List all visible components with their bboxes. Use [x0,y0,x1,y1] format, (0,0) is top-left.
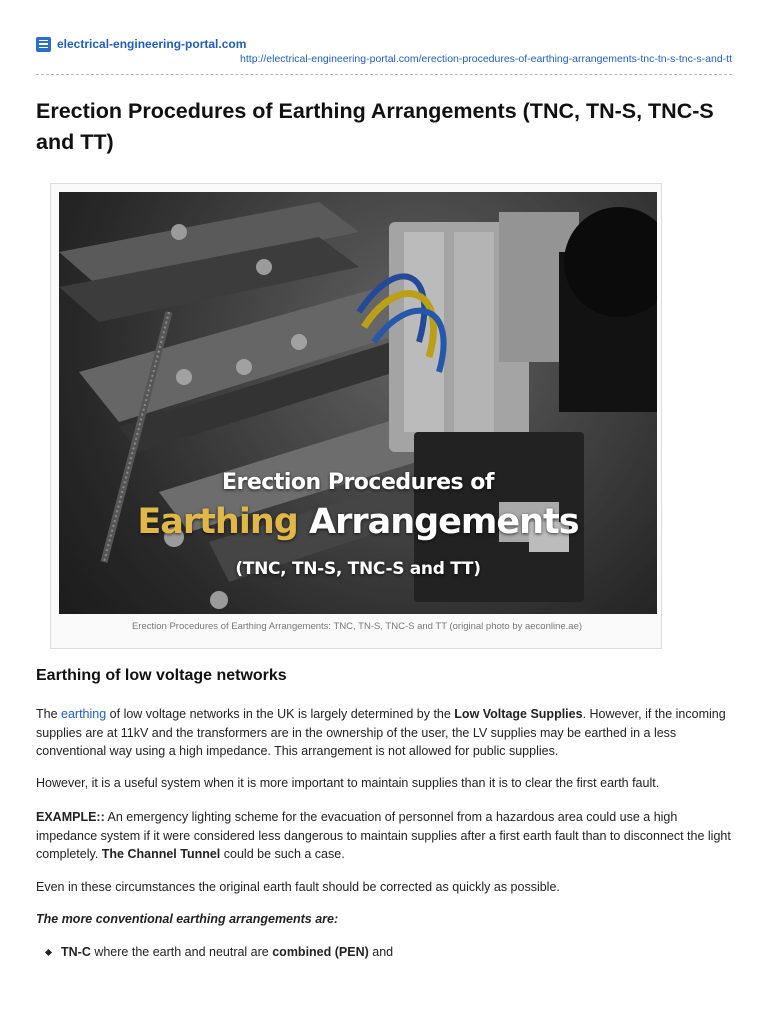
paragraph-text: could be such a case. [220,847,345,861]
overlay-line-1: Erection Procedures of [221,470,494,495]
list-text: and [368,945,394,959]
site-name[interactable]: electrical-engineering-portal.com [57,37,247,51]
paragraph-1 [36,705,736,761]
overlay-line-2 [59,502,657,542]
source-url-link[interactable]: http://electrical-engineering-portal.com/erection-procedures-of-earthing-arrangements-tnc-tn-s-tnc-s-and-tt [240,53,732,65]
paragraph-text: . However, if the incoming supplies are at 11kV and the transformers are in the ownership of the user, the LV supplies may be earthed in a less conventional way using a high impedance. This arrangement is not allowed for public supplies. [36,707,726,758]
overlay-line-3: (TNC, TN-S, TNC-S and TT) [235,559,481,579]
article-title: Erection Procedures of Earthing Arrangements (TNC, TN-S, TNC-S and TT) [36,99,714,154]
article-figure [50,183,662,649]
paragraph-text: An emergency lighting scheme for the evacuation of personnel from a hazardous area could use a high impedance system if it were considered less dangerous to maintain supplies after a first earth fault than to disconnect the light completely. [36,810,731,861]
list-text: where the earth and neutral are [90,945,273,959]
emphasis-text: The more conventional earthing arrangements are: [36,912,339,926]
bold-text: TN-C [61,945,91,959]
site-branding[interactable] [36,34,732,54]
bold-text: Low Voltage Supplies [454,707,583,721]
site-header [36,34,732,65]
list-item [46,943,393,962]
overlay-rest-word: Arrangements [297,502,579,542]
paragraph-text: of low voltage networks in the UK is largely determined by the [106,707,455,721]
overlay-highlight-word: Earthing [137,502,298,542]
section-heading: Earthing of low voltage networks [36,667,287,684]
bold-text: combined (PEN) [272,945,369,959]
example-label: EXAMPLE:: [36,810,105,824]
bullet-icon [45,949,52,956]
header-divider [36,74,732,75]
figure-caption: Erection Procedures of Earthing Arrangements: TNC, TN-S, TNC-S and TT (original photo by aeconline.ae) [131,621,583,632]
document-icon [36,37,51,52]
paragraph-5 [36,910,736,929]
paragraph-4: Even in these circumstances the original earth fault should be corrected as quickly as possible. [36,880,560,894]
paragraph-3 [36,808,736,864]
list-item-text [61,943,393,962]
paragraph-2: However, it is a useful system when it is more important to maintain supplies than it is to clear the first earth fault. [36,776,660,790]
paragraph-text: The [36,707,62,721]
earthing-link[interactable]: earthing [61,707,107,721]
hero-photo-graphic [59,192,657,614]
hero-photo [59,192,657,614]
bold-text: The Channel Tunnel [101,847,221,861]
